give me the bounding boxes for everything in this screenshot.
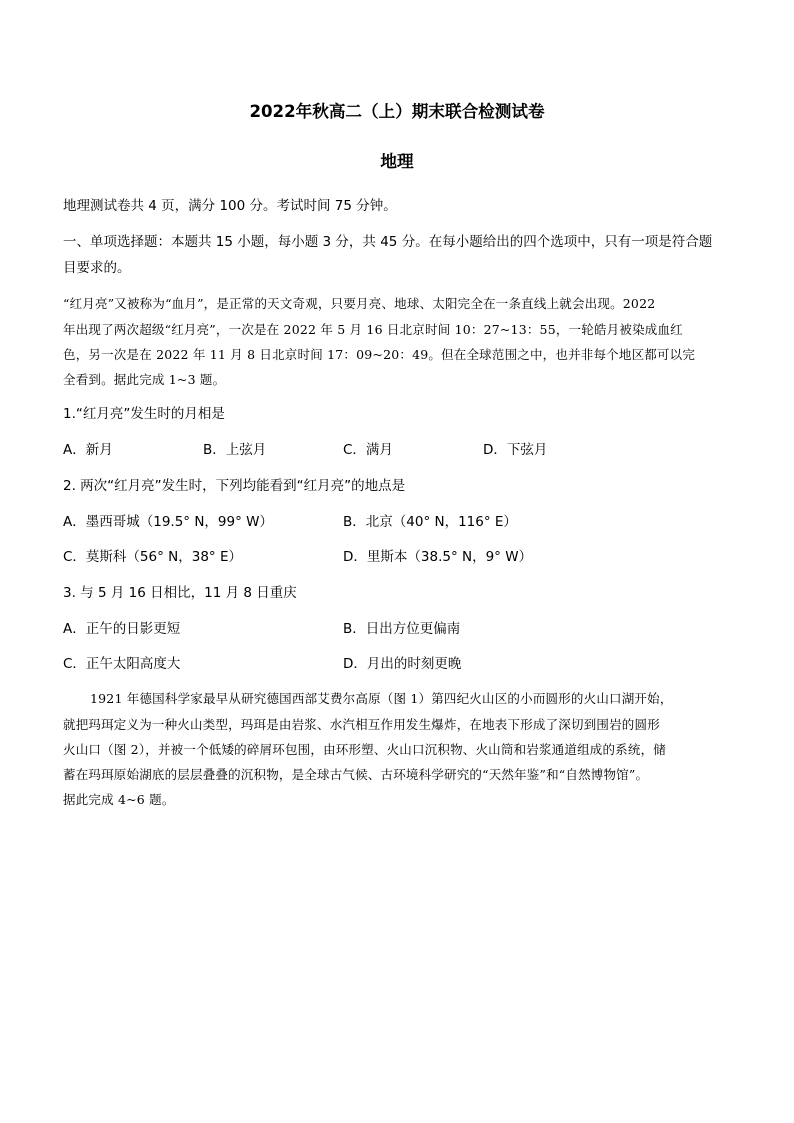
question-2-stem: 2. 两次“红月亮”发生时，下列均能看到“红月亮”的地点是 [63,478,406,494]
question-3-stem: 3. 与 5 月 16 日相比，11 月 8 日重庆 [63,585,297,601]
question-2-option-b: B．北京（40° N，116° E） [343,514,517,530]
passage1-line2: 年出现了两次超级“红月亮”，一次是在 2022 年 5 月 16 日北京时间 10：27~13：55，一轮皓月被染成血红 [63,322,683,337]
question-3-option-a: A．正午的日影更短 [63,621,181,637]
question-1-option-a: A．新月 [63,442,113,458]
passage2-line4: 蓄在玛珥原始湖底的层层叠叠的沉积物，是全球古气候、古环境科学研究的“天然年鉴”和“自然博物馆”。 [63,767,649,782]
section-heading-line2: 目要求的。 [63,260,131,276]
question-2-option-c: C．莫斯科（56° N，38° E） [63,549,242,565]
question-2-option-a: A．墨西哥城（19.5° N，99° W） [63,514,274,530]
passage2-line3: 火山口（图 2），并被一个低矮的碎屑环包围，由环形塑、火山口沉积物、火山筒和岩浆通道组成的系统，储 [63,742,666,757]
question-1-stem: 1.“红月亮”发生时的月相是 [63,406,225,422]
passage1-line1: “红月亮”又被称为“血月”，是正常的天文奇观，只要月亮、地球、太阳完全在一条直线上就会出现。2022 [63,296,656,311]
section-heading-line1: 一、单项选择题：本题共 15 小题，每小题 3 分，共 45 分。在每小题给出的四个选项中，只有一项是符合题 [63,234,713,250]
passage1-line4: 全看到。据此完成 1~3 题。 [63,372,226,387]
passage2-line1: 1921 年德国科学家最早从研究德国西部艾费尔高原（图 1）第四纪火山区的小而圆形的火山口湖开始， [90,691,673,706]
question-1-option-c: C．满月 [343,442,393,458]
question-3-option-b: B．日出方位更偏南 [343,621,461,637]
subject-title: 地理 [380,152,414,171]
question-1-option-b: B．上弦月 [203,442,267,458]
exam-intro: 地理测试卷共 4 页，满分 100 分。考试时间 75 分钟。 [63,198,397,214]
passage2-line2: 就把玛珥定义为一种火山类型，玛珥是由岩浆、水汽相互作用发生爆炸，在地表下形成了深切到围岩的圆形 [63,717,660,732]
question-1-option-d: D．下弦月 [483,442,548,458]
question-3-option-c: C．正午太阳高度大 [63,656,181,672]
passage2-line5: 据此完成 4~6 题。 [63,792,175,807]
question-2-option-d: D．里斯本（38.5° N，9° W） [343,549,533,565]
question-3-option-d: D．月出的时刻更晚 [343,656,462,672]
passage1-line3: 色，另一次是在 2022 年 11 月 8 日北京时间 17：09~20：49。但在全球范围之中，也并非每个地区都可以完 [63,347,696,362]
exam-title: 2022年秋高二（上）期末联合检测试卷 [249,102,545,121]
